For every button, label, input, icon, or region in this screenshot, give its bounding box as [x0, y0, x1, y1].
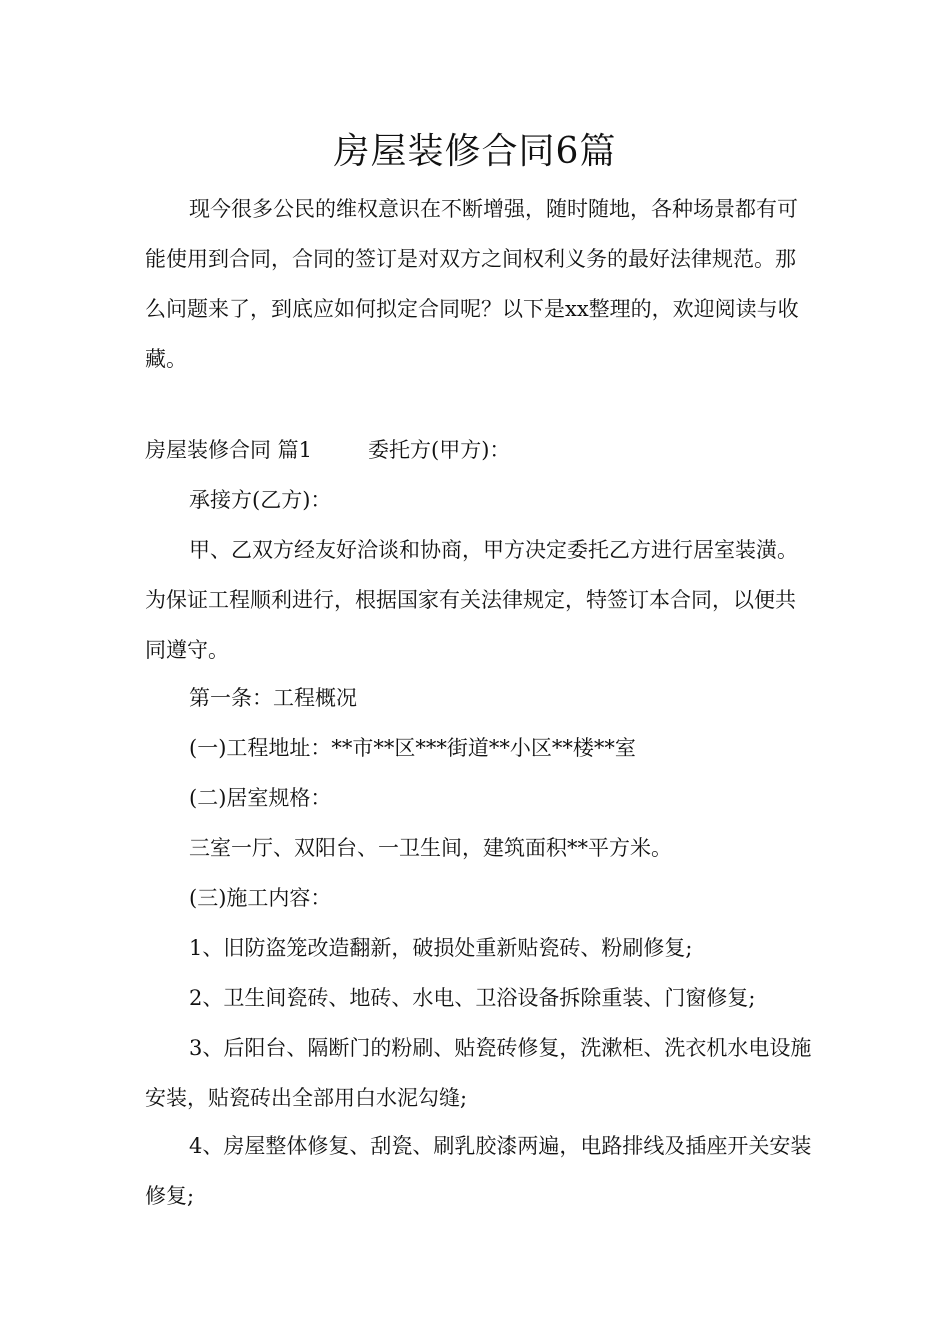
section-title: 房屋装修合同 篇1 [145, 438, 313, 462]
work-content-heading: (三)施工内容： [189, 886, 332, 910]
section-heading [145, 425, 510, 475]
article-1-heading: 第一条：工程概况 [189, 686, 357, 710]
preamble-paragraph: 甲、乙双方经友好洽谈和协商，甲方决定委托乙方进行居室装潢。为保证工程顺利进行，根据国家有关法律规定，特签订本合同，以便共同遵守。 [145, 538, 798, 662]
room-spec-detail: 三室一厅、双阳台、一卫生间，建筑面积**平方米。 [189, 836, 672, 860]
work-item-4: 4、房屋整体修复、刮瓷、刷乳胶漆两遍，电路排线及插座开关安装修复; [145, 1134, 812, 1208]
intro-paragraph: 现今很多公民的维权意识在不断增强，随时随地，各种场景都有可能使用到合同，合同的签订是对双方之间权利义务的最好法律规范。那么问题来了，到底应如何拟定合同呢？以下是xx整理的，欢迎阅读与收藏。 [145, 197, 799, 371]
work-item-1: 1、旧防盗笼改造翻新，破损处重新贴瓷砖、粉刷修复; [189, 936, 693, 960]
party-a-label: 委托方(甲方)： [368, 438, 511, 462]
party-b-label: 承接方(乙方)： [189, 488, 332, 512]
work-item-2: 2、卫生间瓷砖、地砖、水电、卫浴设备拆除重装、门窗修复; [189, 986, 756, 1010]
work-item-3: 3、后阳台、隔断门的粉刷、贴瓷砖修复，洗漱柜、洗衣机水电设施安装，贴瓷砖出全部用白水泥勾缝; [145, 1036, 812, 1110]
document-title: 房屋装修合同6篇 [333, 131, 617, 172]
project-address: (一)工程地址：**市**区***街道**小区**楼**室 [189, 736, 636, 760]
room-spec-heading: (二)居室规格： [189, 786, 332, 810]
